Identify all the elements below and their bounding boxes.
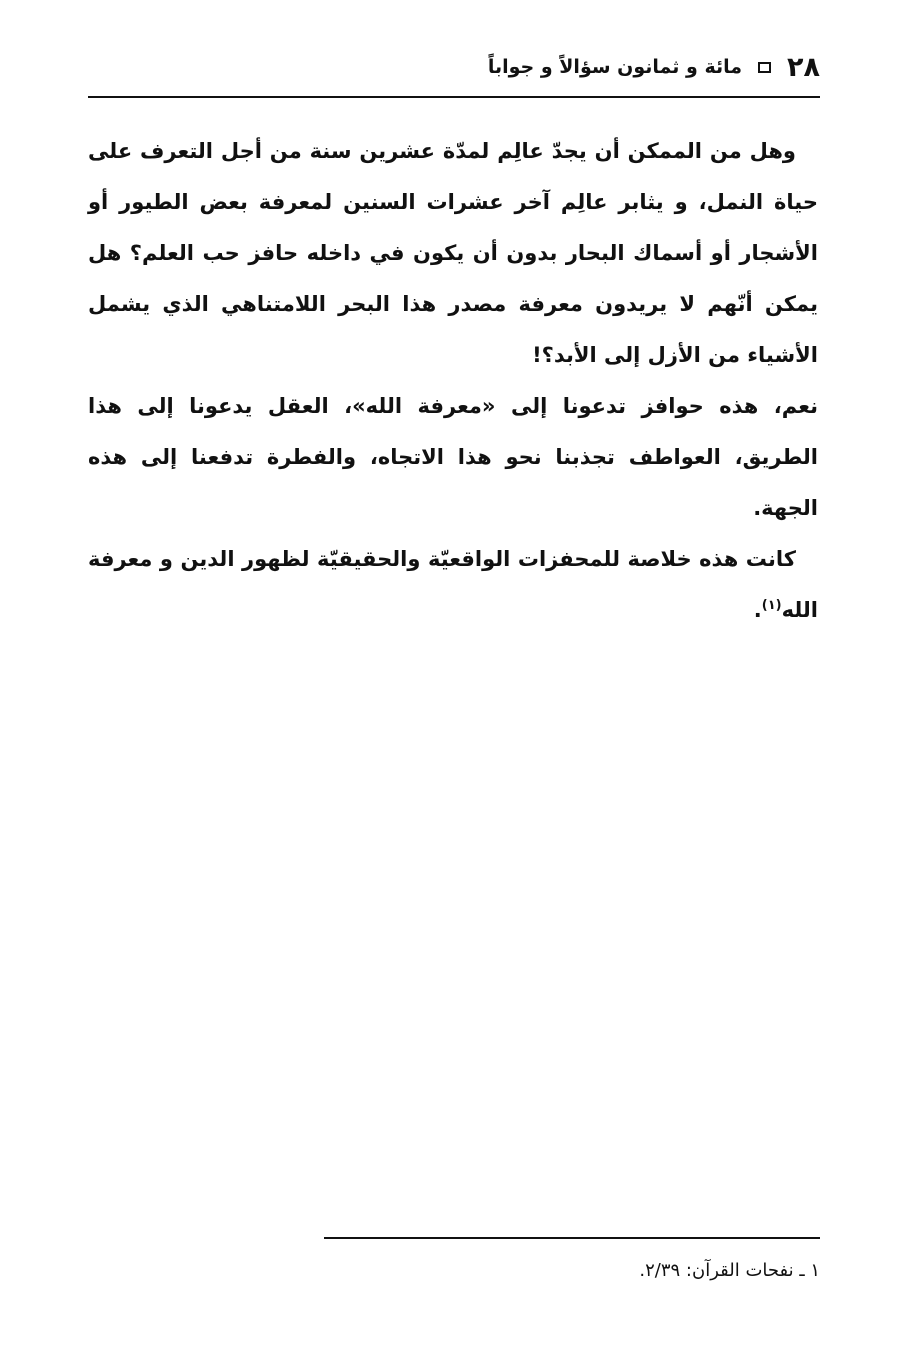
body-text bbox=[88, 126, 818, 636]
closing-text: كانت هذه خلاصة للمحفزات الواقعيّة والحقيقيّة لظهور الدين و معرفة الله bbox=[88, 547, 818, 622]
square-ornament-icon bbox=[758, 62, 771, 73]
header-divider bbox=[88, 96, 820, 98]
paragraph-1: وهل من الممكن أن يجدّ عالِم لمدّة عشرين سنة من أجل التعرف على حياة النمل، و يثابر عالِم آخر عشرات السنين لمعرفة بعض الطيور أو الأشجار أو أسماك البحار بدون أن يكون في داخله حافز حب العلم؟ هل يمكن أنّهم لا يريدون معرفة مصدر هذا البحر اللامتناهي الذي يشمل الأشياء من الأزل إلى الأبد؟! bbox=[88, 139, 818, 367]
footnote: ١ ـ نفحات القرآن: ٢/٣٩. bbox=[639, 1260, 820, 1281]
running-header bbox=[88, 44, 820, 90]
page-number: ٢٨ bbox=[787, 51, 820, 83]
book-title: مائة و ثمانون سؤالاً و جواباً bbox=[487, 56, 743, 78]
footnote-divider bbox=[324, 1237, 820, 1239]
footnote-reference: (١) bbox=[761, 598, 782, 613]
closing-period: . bbox=[753, 598, 762, 622]
closing-paragraph bbox=[88, 534, 818, 636]
paragraph-2: نعم، هذه حوافز تدعونا إلى «معرفة الله»، العقل يدعونا إلى هذا الطريق، العواطف تجذبنا نحو هذا الاتجاه، والفطرة تدفعنا إلى هذه الجهة. bbox=[88, 394, 818, 520]
